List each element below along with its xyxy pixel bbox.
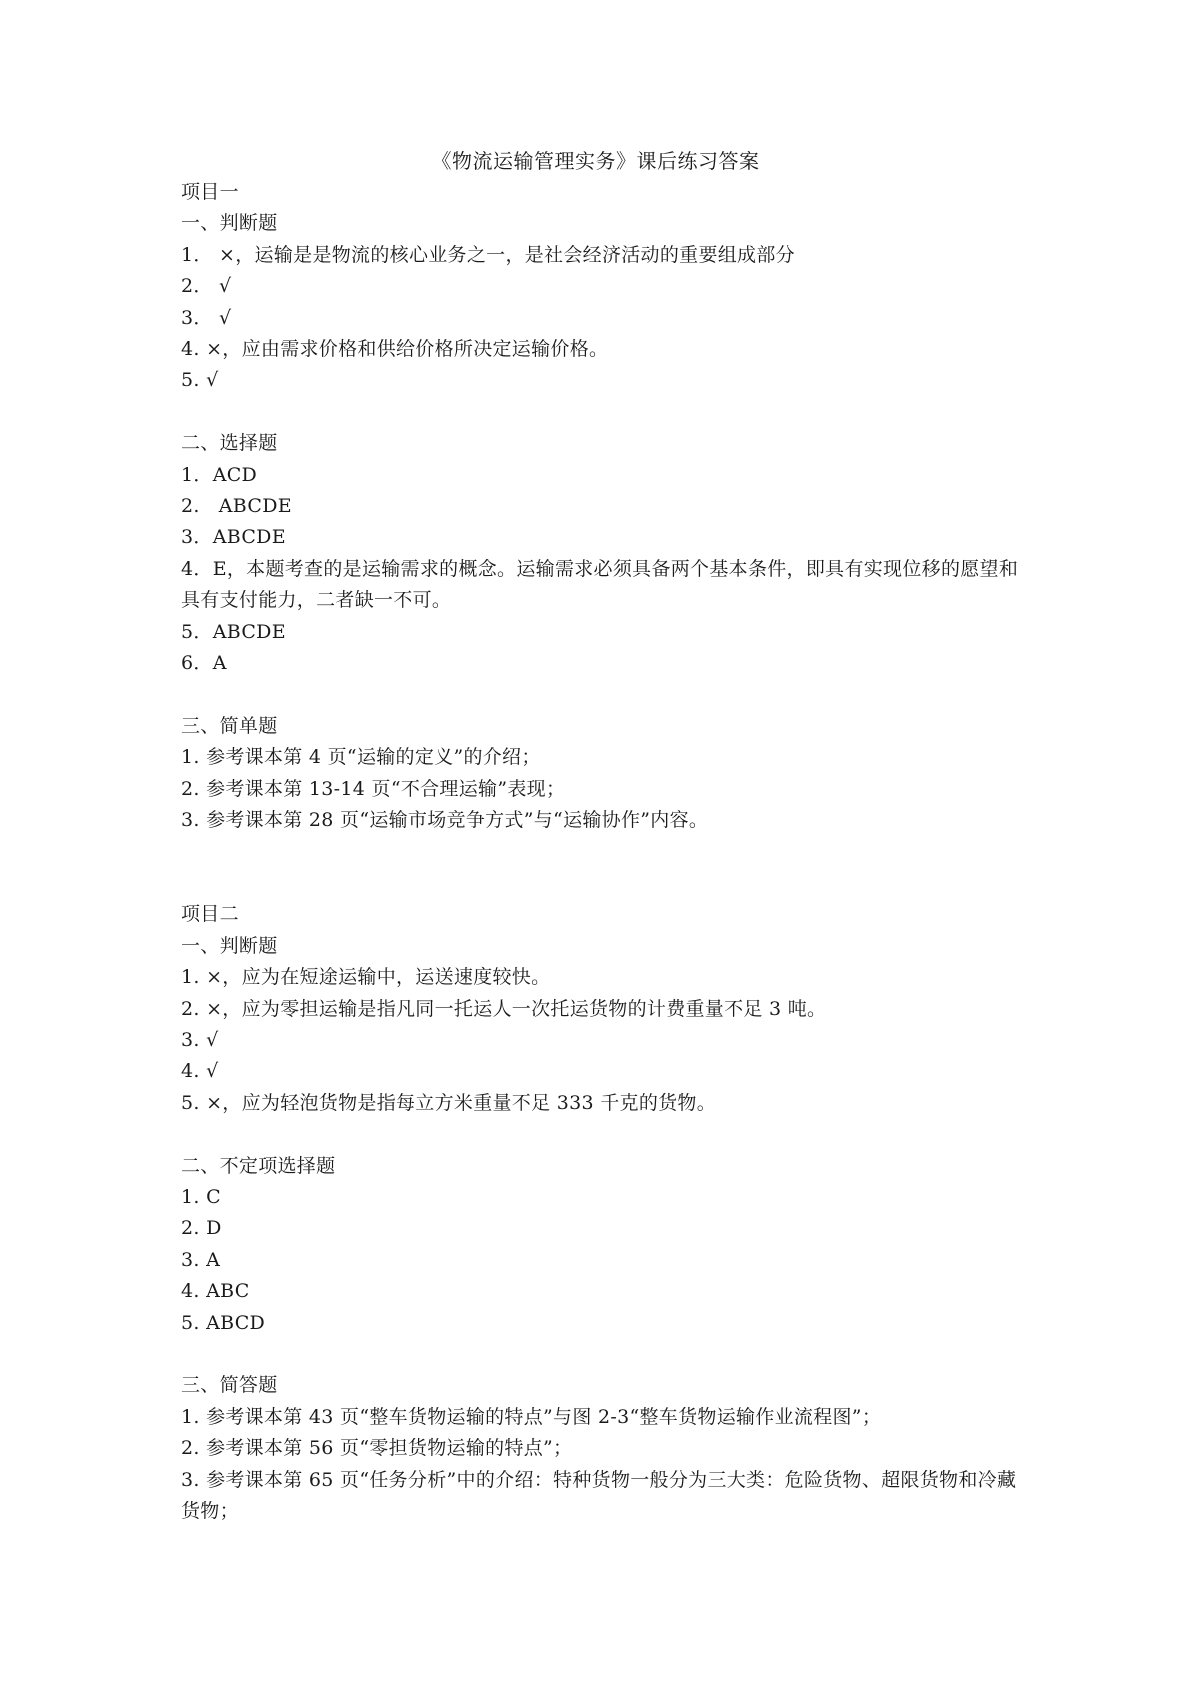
p2-judge-heading: 一、判断题: [181, 934, 278, 957]
spacer: [181, 1339, 1021, 1370]
p1-judge-item: 5. √: [181, 369, 219, 392]
p1-choice-item: 2. ABCDE: [181, 495, 292, 518]
p2-choice-item: 5. ABCD: [181, 1311, 266, 1334]
p1-judge-item: 4. ×，应由需求价格和供给价格所决定运输价格。: [181, 338, 609, 361]
p2-choice-item: 4. ABC: [181, 1280, 250, 1303]
p2-short-heading: 三、简答题: [181, 1374, 278, 1397]
project-2-heading: 项目二: [181, 903, 239, 926]
p1-choice-item: 3．ABCDE: [181, 526, 286, 549]
p2-judge-item: 4. √: [181, 1060, 219, 1083]
p2-judge-item: 5. ×，应为轻泡货物是指每立方米重量不足 333 千克的货物。: [181, 1091, 717, 1114]
p2-short-item: 2. 参考课本第 56 页“零担货物运输的特点”；: [181, 1437, 573, 1460]
p1-choice-item: 5．ABCDE: [181, 620, 286, 643]
p1-judge-item: 1． ×，运输是是物流的核心业务之一，是社会经济活动的重要组成部分: [181, 243, 795, 266]
p2-short-item: 3. 参考课本第 65 页“任务分析”中的介绍：特种货物一般分为三大类：危险货物、超限货物和冷藏货物；: [181, 1468, 1017, 1522]
p2-judge-item: 1. ×，应为在短途运输中，运送速度较快。: [181, 966, 551, 989]
project-1-heading: 项目一: [181, 181, 239, 203]
p2-choice-item: 2. D: [181, 1217, 222, 1240]
spacer: [181, 1119, 1021, 1150]
p1-short-item: 3. 参考课本第 28 页“运输市场竞争方式”与“运输协作”内容。: [181, 809, 709, 832]
p1-judge-item: 2． √: [181, 275, 232, 298]
p1-short-item: 2. 参考课本第 13-14 页“不合理运输”表现；: [181, 777, 566, 800]
p2-judge-item: 3. √: [181, 1028, 219, 1051]
p1-judge-heading: 一、判断题: [181, 212, 278, 235]
p1-choice-item: 1．ACD: [181, 463, 258, 486]
p1-short-item: 1. 参考课本第 4 页“运输的定义”的介绍；: [181, 746, 541, 769]
p2-judge-item: 2. ×，应为零担运输是指凡同一托运人一次托运货物的计费重量不足 3 吨。: [181, 997, 827, 1020]
p2-choice-item: 3. A: [181, 1248, 221, 1271]
p2-choice-item: 1. C: [181, 1185, 221, 1208]
p1-judge-item: 3． √: [181, 306, 232, 329]
spacer: [181, 679, 1021, 710]
p2-choice-heading: 二、不定项选择题: [181, 1154, 336, 1177]
p1-short-heading: 三、简单题: [181, 714, 278, 737]
spacer: [181, 837, 1021, 900]
p1-choice-heading: 二、选择题: [181, 432, 278, 455]
p1-choice-item: 4．E，本题考查的是运输需求的概念。运输需求必须具备两个基本条件，即具有实现位移的愿望和具有支付能力，二者缺一不可。: [181, 557, 1019, 612]
document-body: [181, 177, 1021, 1527]
p1-choice-item: 6．A: [181, 652, 227, 675]
document-title: 《物流运输管理实务》课后练习答案: [431, 149, 760, 173]
p2-short-item: 1. 参考课本第 43 页“整车货物运输的特点”与图 2-3“整车货物运输作业流程图”；: [181, 1405, 882, 1428]
spacer: [181, 397, 1021, 428]
